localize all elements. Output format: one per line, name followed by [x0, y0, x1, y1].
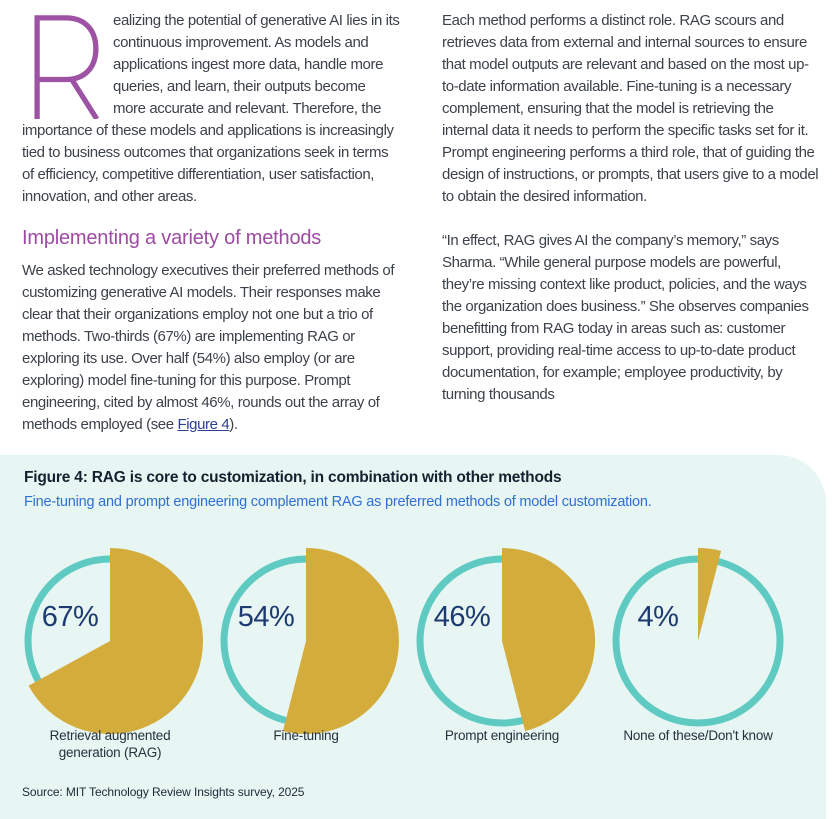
roles-paragraph: Each method performs a distinct role. RAG scours and retrieves data from external and internal sources to ensure that model outputs are relevant and based on the most up-to-date information available. Fine-tuning is a necessary complement, ensuring that the model is retrieving the internal data it needs to perform the specific tasks set for it. Prompt engineering performs a third role, that of guiding the design of instructions, or prompts, that users give to a model to obtain the desired information.: [442, 12, 819, 205]
pie-chart-4: [600, 543, 796, 739]
pie-svg: [208, 543, 404, 739]
figure-panel: [0, 455, 826, 819]
article-column-left: [22, 10, 400, 436]
pie-category-label: Fine-tuning: [273, 728, 339, 743]
pie-category-label: None of these/Don't know: [623, 728, 773, 743]
pie-svg: [600, 543, 796, 739]
intro-paragraph: [22, 10, 400, 208]
quote-paragraph: “In effect, RAG gives AI the company’s memory,” says Sharma. “While general purpose models are powerful, they’re missing context like product, policies, and the ways the organization does business.” She observes companies benefitting from RAG today in areas such as: customer support, providing real-time access to up-to-date product documentation, for example; employee productivity, by turning thousands: [442, 232, 809, 403]
pie-category-label: Prompt engineering: [444, 728, 560, 743]
figure-title: Figure 4: RAG is core to customization, in combination with other methods: [24, 469, 562, 486]
pie-slice: [502, 548, 595, 731]
intro-paragraph-text: ealizing the potential of generative AI lies in its continuous improvement. As models and applications ingest more data, handle more queries, and learn, their outputs become more accurate and relevant. Therefore, the importance of these models and applications is increasingly tied to business outcomes that organizations seek in terms of efficiency, competitive differentiation, user satisfaction, innovation, and other areas.: [22, 12, 400, 205]
section-heading: Implementing a variety of methods: [22, 227, 322, 249]
figure-4-link[interactable]: Figure 4: [177, 416, 230, 433]
figure-source: Source: MIT Technology Review Insights survey, 2025: [22, 785, 305, 799]
dropcap-letter-r: [30, 15, 102, 119]
pie-svg: [12, 543, 208, 739]
pie-svg: [404, 543, 600, 739]
pie-percent-label: 67%: [41, 601, 99, 633]
pie-chart-1: [12, 543, 208, 739]
methods-paragraph-text: We asked technology executives their preferred methods of customizing generative AI models. Their responses make clear that their organizations employ not one but a trio of methods. Two-thirds (67%) are implementing RAG or exploring its use. Over half (54%) also employ (or are exploring) model fine-tuning for this purpose. Prompt engineering, cited by almost 46%, rounds out the array of methods employed (see: [22, 262, 395, 433]
pie-slice: [283, 548, 399, 734]
pie-chart-3: [404, 543, 600, 739]
pie-percent-label: 4%: [637, 601, 679, 633]
pie-category-label: Retrieval augmented generation (RAG): [49, 728, 171, 760]
pie-percent-label: 46%: [433, 601, 491, 633]
pie-chart-2: [208, 543, 404, 739]
pie-row: [0, 455, 826, 819]
methods-paragraph: [22, 260, 400, 436]
article-column-right: [442, 10, 819, 406]
methods-paragraph-tail: ).: [229, 416, 238, 433]
figure-subtitle: Fine-tuning and prompt engineering complement RAG as preferred methods of model customization.: [24, 494, 652, 510]
pie-percent-label: 54%: [237, 601, 295, 633]
